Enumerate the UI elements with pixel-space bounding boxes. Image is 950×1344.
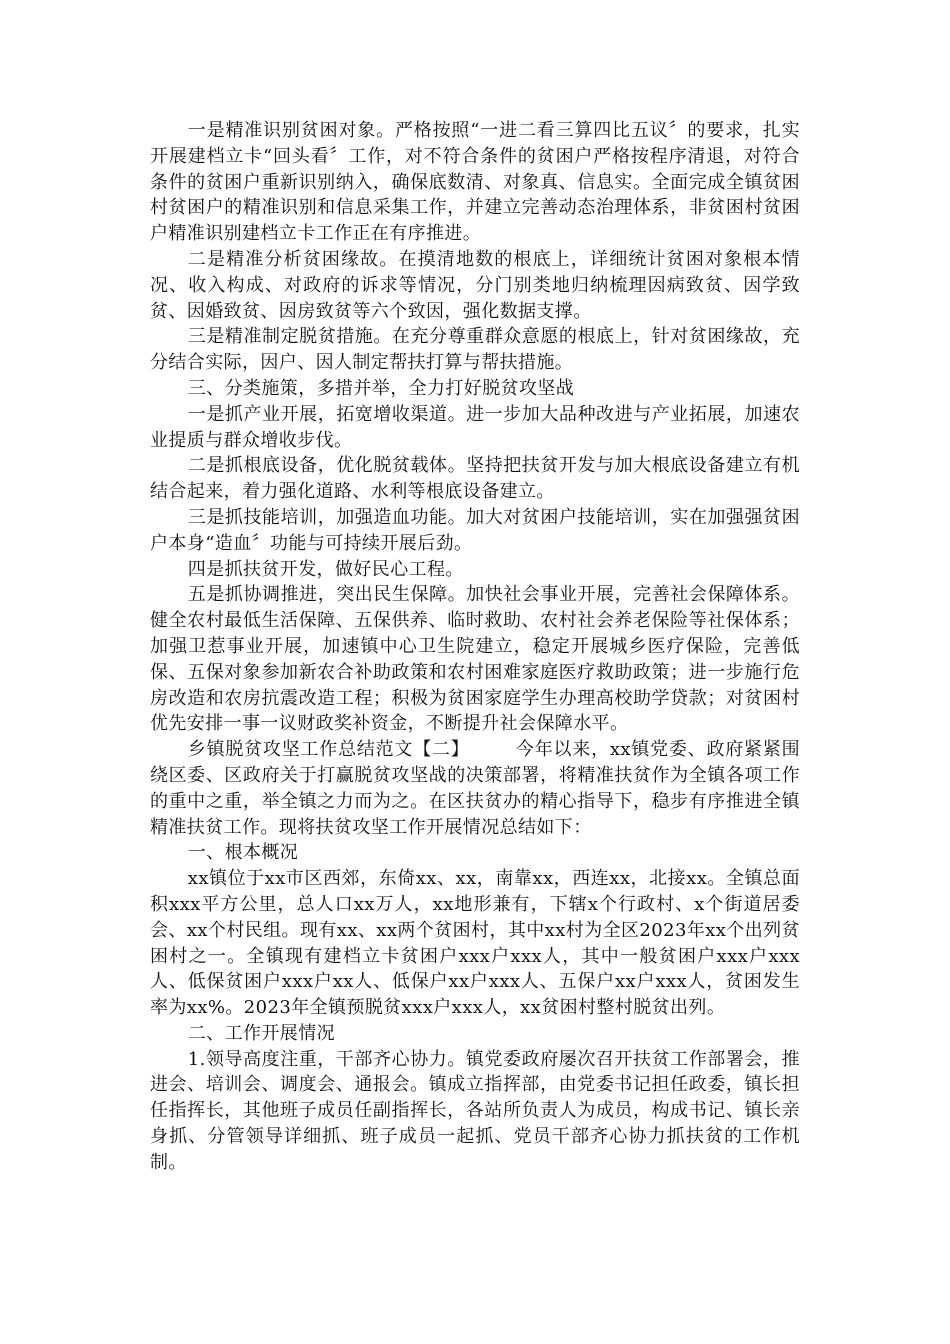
paragraph: 一是抓产业开展，拓宽增收渠道。进一步加大品种改进与产业拓展，加速农业提质与群众增收步伐。	[150, 403, 800, 451]
paragraph: 三是抓技能培训，加强造血功能。加大对贫困户技能培训，实在加强强贫困户本身“造血〞功能与可持续开展后劲。	[150, 506, 800, 554]
paragraph: 三是精准制定脱贫措施。在充分尊重群众意愿的根底上，针对贫困缘故，充分结合实际，因户、因人制定帮扶打算与帮扶措施。	[150, 326, 800, 374]
paragraph: 五是抓协调推进，突出民生保障。加快社会事业开展，完善社会保障体系。健全农村最低生活保障、五保供养、临时救助、农村社会养老保险等社保体系；加强卫惹事业开展，加速镇中心卫生院建立，稳定开展城乡医疗保险，完善低保、五保对象参加新农合补助政策和农村困难家庭医疗救助政策；进一步施行危房改造和农房抗震改造工程；积极为贫困家庭学生办理高校助学贷款；对贫困村优先安排一事一议财政奖补资金，不断提升社会保障水平。	[150, 584, 800, 735]
document-body	[150, 118, 800, 1176]
article-two-intro-text: 今年以来，xx镇党委、政府紧紧围绕区委、区政府关于打赢脱贫攻坚战的决策部署，将精准扶贫作为全镇各项工作的重中之重，举全镇之力而为之。在区扶贫办的精心指导下，稳步有序推进全镇精准扶贫工作。现将扶贫攻坚工作开展情况总结如下：	[150, 739, 800, 838]
paragraph: 四是抓扶贫开发，做好民心工程。	[187, 558, 464, 580]
section-heading: 三、分类施策，多措并举，全力打好脱贫攻坚战	[187, 377, 575, 399]
section-heading: 一、根本概况	[187, 842, 299, 864]
paragraph: xx镇位于xx市区西郊，东倚xx、xx，南靠xx，西连xx，北接xx。全镇总面积xxx平方公里，总人口xx万人，xx地形兼有，下辖x个行政村、x个街道居委会、xx个村民组。现有xx、xx两个贫困村，其中xx村为全区2023年xx个出列贫困村之一。全镇现有建档立卡贫困户xxx户xxx人，其中一般贫困户xxx户xxx人、低保贫困户xxx户xx人、低保户xx户xxx人、五保户xx户xxx人，贫困发生率为xx%。2023年全镇预脱贫xxx户xxx人，xx贫困村整村脱贫出列。	[150, 868, 800, 1019]
paragraph: 1.领导高度注重，干部齐心协力。镇党委政府屡次召开扶贫工作部署会，推进会、培训会、调度会、通报会。镇成立指挥部，由党委书记担任政委，镇长担任指挥长，其他班子成员任副指挥长，各站所负责人为成员，构成书记、镇长亲身抓、分管领导详细抓、班子成员一起抓、党员干部齐心协力抓扶贫的工作机制。	[150, 1048, 800, 1173]
paragraph: 二是抓根底设备，优化脱贫载体。坚持把扶贫开发与加大根底设备建立有机结合起来，着力强化道路、水利等根底设备建立。	[150, 455, 800, 503]
section-heading: 二、工作开展情况	[187, 1022, 335, 1044]
paragraph: 一是精准识别贫困对象。严格按照“一进二看三算四比五议〞的要求，扎实开展建档立卡“回头看〞工作，对不符合条件的贫困户严格按程序清退，对符合条件的贫困户重新识别纳入，确保底数清、对象真、信息实。全面完成全镇贫困村贫困户的精准识别和信息采集工作，并建立完善动态治理体系，非贫困村贫困户精准识别建档立卡工作正在有序推进。	[150, 120, 800, 245]
article-two-heading: 乡镇脱贫攻坚工作总结范文【二】	[187, 739, 470, 761]
article-two-intro	[150, 737, 800, 840]
paragraph: 二是精准分析贫困缘故。在摸清地数的根底上，详细统计贫困对象根本情况、收入构成、对政府的诉求等情况，分门别类地归纳梳理因病致贫、因学致贫、因婚致贫、因房致贫等六个致因，强化数据支撑。	[150, 248, 800, 322]
